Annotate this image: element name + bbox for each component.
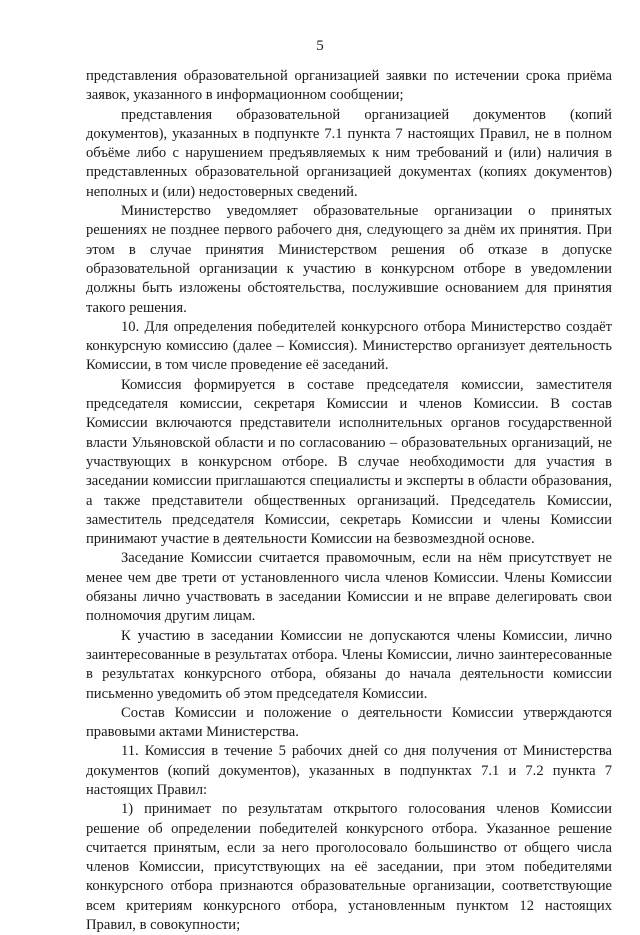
paragraph-continuation-deadline: представления образовательной организацией заявки по истечении срока приёма заявок, указанного в информационном сообщении; <box>86 68 612 104</box>
paragraph-meeting-quorum: Заседание Комиссии считается правомочным, если на нём присутствует не менее чем две трети от установленного числа членов Комиссии. Члены Комиссии обязаны лично участвовать в заседании Комиссии и не вправе делегировать свои полномочия другим лицам. <box>86 550 612 625</box>
paragraph-item-11-intro: 11. Комиссия в течение 5 рабочих дней со дня получения от Министерства документов (копий документов), указанных в подпунктах 7.1 и 7.2 пункта 7 настоящих Правил: <box>86 743 612 798</box>
paragraph-commission-composition: Комиссия формируется в составе председателя комиссии, заместителя председателя комиссии, секретаря Комиссии и членов Комиссии. В состав Комиссии включаются представители исполнительных органов государственной власти Ульяновской области и по согласованию – образовательных организаций, не участвующих в конкурсном отборе. В случае необходимости для участия в заседании комиссии приглашаются специалисты и эксперты в области образования, а также представители общественных организаций. Председатель Комиссии, заместитель председателя Комиссии, секретарь Комиссии и члены Комиссии принимают участие в деятельности Комиссии на безвозмездной основе. <box>86 376 612 548</box>
paragraph-commission-approval: Состав Комиссии и положение о деятельности Комиссии утверждаются правовыми актами Министерства. <box>86 704 612 741</box>
paragraph-conflict-of-interest: К участию в заседании Комиссии не допускаются члены Комиссии, лично заинтересованные в результатах отбора. Члены Комиссии, лично заинтересованные в результатах конкурсного отбора, обязаны до начала деятельности комиссии письменно уведомить об этом председателя Комиссии. <box>86 627 612 702</box>
paragraph-item-11-subitem-1: 1) принимает по результатам открытого голосования членов Комиссии решение об определении победителей конкурсного отбора. Указанное решение считается принятым, если за него проголосовало большинство от общего числа членов Комиссии, присутствующих на её заседании, при этом победителями конкурсного отбора признаются образовательные организации, соответствующие всем критериям конкурсного отбора, установленным пунктом 12 настоящих Правил, в совокупности; <box>86 801 612 934</box>
page-number: 5 <box>316 38 324 54</box>
paragraph-item-10-commission: 10. Для определения победителей конкурсного отбора Министерство создаёт конкурсную комиссию (далее – Комиссия). Министерство организует деятельность Комиссии, в том числе проведение её заседаний. <box>86 318 612 374</box>
document-body <box>86 67 612 935</box>
paragraph-notification-of-decisions: Министерство уведомляет образовательные организации о принятых решениях не позднее первого рабочего дня, следующего за днём их принятия. При этом в случае принятия Министерством решения об отказе в допуске образовательной организации к участию в конкурсном отборе в уведомлении должны быть изложены обстоятельства, послужившие основанием для принятия такого решения. <box>86 203 612 316</box>
paragraph-incomplete-documents: представления образовательной организацией документов (копий документов), указанных в подпункте 7.1 пункта 7 настоящих Правил, не в полном объёме либо с нарушением предъявляемых к ним требований и (или) наличия в представленных образовательной организацией документах (копиях документов) неполных и (или) недостоверных сведений. <box>86 106 612 200</box>
